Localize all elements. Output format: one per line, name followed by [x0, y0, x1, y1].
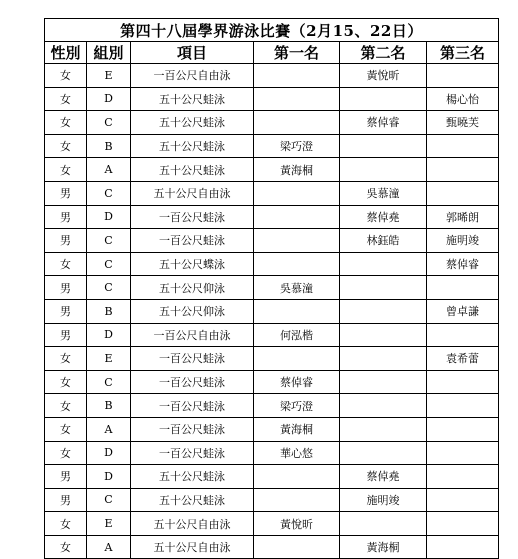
- cell-group: D: [87, 323, 131, 347]
- cell-event: 五十公尺自由泳: [131, 535, 254, 559]
- cell-group: C: [87, 111, 131, 135]
- cell-first-place: 黃悅昕: [254, 512, 340, 536]
- table-row: [45, 488, 499, 512]
- table-row: [45, 276, 499, 300]
- cell-third-place: 郭晞朗: [427, 205, 499, 229]
- table-row: [45, 252, 499, 276]
- cell-gender: 女: [45, 535, 87, 559]
- cell-second-place: [340, 347, 427, 371]
- cell-first-place: [254, 252, 340, 276]
- cell-event: 一百公尺蛙泳: [131, 229, 254, 253]
- table-row: [45, 205, 499, 229]
- cell-first-place: [254, 465, 340, 489]
- cell-first-place: [254, 488, 340, 512]
- cell-event: 一百公尺自由泳: [131, 323, 254, 347]
- cell-third-place: [427, 535, 499, 559]
- cell-third-place: [427, 465, 499, 489]
- cell-gender: 女: [45, 64, 87, 88]
- cell-third-place: [427, 64, 499, 88]
- cell-event: 五十公尺自由泳: [131, 512, 254, 536]
- cell-gender: 女: [45, 158, 87, 182]
- cell-group: D: [87, 441, 131, 465]
- cell-second-place: [340, 252, 427, 276]
- cell-gender: 女: [45, 417, 87, 441]
- cell-third-place: [427, 512, 499, 536]
- table-row: [45, 181, 499, 205]
- cell-third-place: [427, 370, 499, 394]
- cell-group: C: [87, 229, 131, 253]
- cell-third-place: 袁希蕾: [427, 347, 499, 371]
- cell-first-place: 黃海桐: [254, 417, 340, 441]
- cell-first-place: [254, 205, 340, 229]
- table-row: [45, 87, 499, 111]
- cell-second-place: [340, 158, 427, 182]
- cell-second-place: 蔡倬堯: [340, 465, 427, 489]
- cell-event: 一百公尺蛙泳: [131, 441, 254, 465]
- cell-first-place: [254, 347, 340, 371]
- cell-third-place: 曾卓謙: [427, 299, 499, 323]
- cell-first-place: [254, 181, 340, 205]
- table-row: [45, 323, 499, 347]
- cell-event: 五十公尺自由泳: [131, 181, 254, 205]
- cell-gender: 女: [45, 87, 87, 111]
- cell-first-place: 梁巧澄: [254, 134, 340, 158]
- cell-third-place: 楊心怡: [427, 87, 499, 111]
- cell-third-place: [427, 276, 499, 300]
- cell-second-place: [340, 299, 427, 323]
- cell-gender: 男: [45, 229, 87, 253]
- cell-first-place: [254, 299, 340, 323]
- cell-second-place: [340, 394, 427, 418]
- cell-third-place: 施明竣: [427, 229, 499, 253]
- cell-second-place: [340, 370, 427, 394]
- cell-group: C: [87, 488, 131, 512]
- cell-event: 五十公尺仰泳: [131, 276, 254, 300]
- cell-first-place: [254, 64, 340, 88]
- cell-second-place: [340, 417, 427, 441]
- cell-second-place: 吳慕潼: [340, 181, 427, 205]
- cell-first-place: 華心悠: [254, 441, 340, 465]
- cell-gender: 女: [45, 370, 87, 394]
- cell-third-place: [427, 323, 499, 347]
- header-event: 項目: [131, 42, 254, 64]
- cell-second-place: [340, 276, 427, 300]
- cell-second-place: [340, 323, 427, 347]
- cell-gender: 男: [45, 181, 87, 205]
- table-row: [45, 535, 499, 559]
- cell-group: D: [87, 87, 131, 111]
- table-row: [45, 111, 499, 135]
- cell-gender: 男: [45, 488, 87, 512]
- cell-gender: 女: [45, 441, 87, 465]
- cell-first-place: 梁巧澄: [254, 394, 340, 418]
- cell-third-place: 甄曉芙: [427, 111, 499, 135]
- header-third-place: 第三名: [427, 42, 499, 64]
- cell-second-place: [340, 87, 427, 111]
- cell-third-place: [427, 158, 499, 182]
- table-row: [45, 134, 499, 158]
- cell-group: E: [87, 64, 131, 88]
- header-gender: 性別: [45, 42, 87, 64]
- cell-group: B: [87, 299, 131, 323]
- cell-third-place: [427, 488, 499, 512]
- cell-gender: 男: [45, 205, 87, 229]
- header-second-place: 第二名: [340, 42, 427, 64]
- cell-second-place: 蔡倬堯: [340, 205, 427, 229]
- results-sheet: [44, 18, 498, 559]
- cell-second-place: [340, 512, 427, 536]
- cell-first-place: [254, 535, 340, 559]
- cell-third-place: [427, 417, 499, 441]
- cell-event: 一百公尺蛙泳: [131, 205, 254, 229]
- cell-event: 一百公尺蛙泳: [131, 370, 254, 394]
- cell-second-place: 黃悅昕: [340, 64, 427, 88]
- cell-second-place: 林鈺皓: [340, 229, 427, 253]
- header-group: 組別: [87, 42, 131, 64]
- cell-gender: 女: [45, 134, 87, 158]
- cell-event: 五十公尺蝶泳: [131, 252, 254, 276]
- results-body: [45, 64, 499, 559]
- table-row: [45, 229, 499, 253]
- cell-group: C: [87, 370, 131, 394]
- cell-event: 一百公尺蛙泳: [131, 394, 254, 418]
- cell-event: 一百公尺蛙泳: [131, 347, 254, 371]
- cell-group: E: [87, 512, 131, 536]
- cell-event: 五十公尺蛙泳: [131, 158, 254, 182]
- cell-third-place: [427, 181, 499, 205]
- cell-group: E: [87, 347, 131, 371]
- cell-gender: 男: [45, 465, 87, 489]
- cell-event: 五十公尺蛙泳: [131, 465, 254, 489]
- cell-third-place: [427, 394, 499, 418]
- cell-event: 五十公尺仰泳: [131, 299, 254, 323]
- header-first-place: 第一名: [254, 42, 340, 64]
- table-row: [45, 394, 499, 418]
- table-row: [45, 417, 499, 441]
- cell-gender: 女: [45, 347, 87, 371]
- table-row: [45, 299, 499, 323]
- cell-gender: 女: [45, 111, 87, 135]
- table-row: [45, 465, 499, 489]
- cell-event: 五十公尺蛙泳: [131, 488, 254, 512]
- cell-second-place: 施明竣: [340, 488, 427, 512]
- cell-group: A: [87, 158, 131, 182]
- cell-first-place: 黃海桐: [254, 158, 340, 182]
- cell-event: 五十公尺蛙泳: [131, 111, 254, 135]
- cell-group: A: [87, 535, 131, 559]
- cell-group: D: [87, 465, 131, 489]
- table-row: [45, 347, 499, 371]
- cell-event: 一百公尺自由泳: [131, 64, 254, 88]
- cell-group: B: [87, 394, 131, 418]
- cell-first-place: 何泓楷: [254, 323, 340, 347]
- table-row: [45, 158, 499, 182]
- table-row: [45, 512, 499, 536]
- cell-third-place: [427, 134, 499, 158]
- table-title: 第四十八屆學界游泳比賽（2月15、22日）: [45, 19, 499, 42]
- cell-first-place: [254, 87, 340, 111]
- cell-second-place: 黃海桐: [340, 535, 427, 559]
- cell-event: 五十公尺蛙泳: [131, 134, 254, 158]
- cell-gender: 男: [45, 323, 87, 347]
- cell-second-place: 蔡倬睿: [340, 111, 427, 135]
- table-row: [45, 64, 499, 88]
- header-row: [45, 42, 499, 64]
- cell-group: A: [87, 417, 131, 441]
- cell-group: D: [87, 205, 131, 229]
- cell-first-place: 蔡倬睿: [254, 370, 340, 394]
- cell-third-place: 蔡倬睿: [427, 252, 499, 276]
- cell-group: B: [87, 134, 131, 158]
- results-table: [44, 18, 499, 559]
- cell-second-place: [340, 441, 427, 465]
- table-row: [45, 370, 499, 394]
- cell-group: C: [87, 276, 131, 300]
- table-row: [45, 441, 499, 465]
- cell-gender: 男: [45, 299, 87, 323]
- cell-third-place: [427, 441, 499, 465]
- cell-gender: 女: [45, 252, 87, 276]
- cell-first-place: [254, 229, 340, 253]
- cell-group: C: [87, 252, 131, 276]
- cell-gender: 女: [45, 512, 87, 536]
- cell-first-place: 吳慕潼: [254, 276, 340, 300]
- cell-second-place: [340, 134, 427, 158]
- cell-gender: 女: [45, 394, 87, 418]
- cell-event: 一百公尺蛙泳: [131, 417, 254, 441]
- cell-group: C: [87, 181, 131, 205]
- cell-event: 五十公尺蛙泳: [131, 87, 254, 111]
- cell-first-place: [254, 111, 340, 135]
- cell-gender: 男: [45, 276, 87, 300]
